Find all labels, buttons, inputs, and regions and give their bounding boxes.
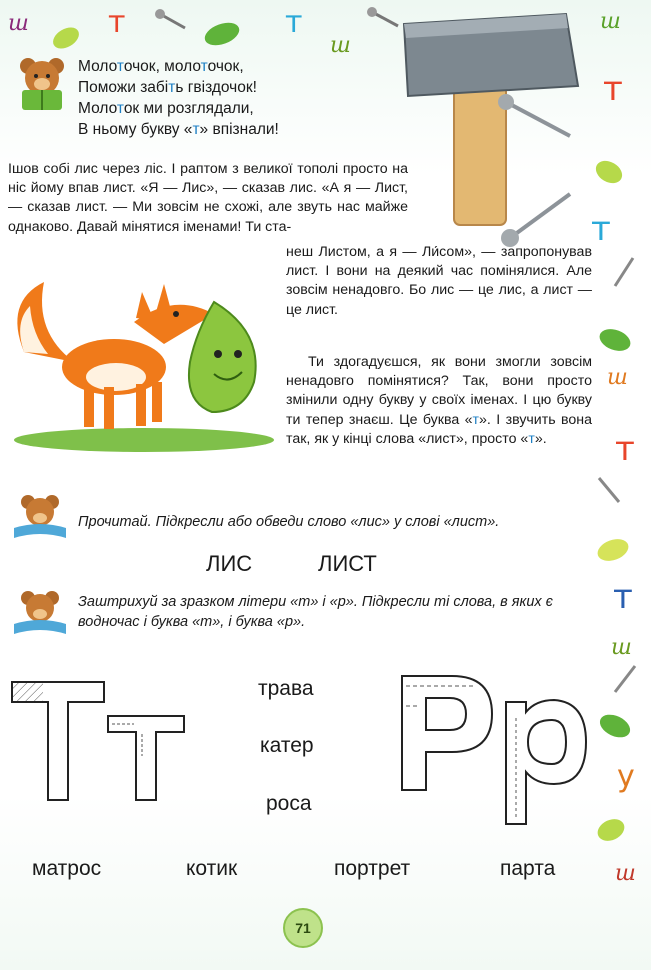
page-number: 71 <box>283 908 323 948</box>
nails-group <box>490 90 590 250</box>
bear-book-icon <box>12 492 70 540</box>
svg-text:ш: ш <box>615 861 636 886</box>
fox-and-leaf-illustration <box>4 262 282 452</box>
story-paragraph-2: неш Листом, а я — Ли́сом», — запропонував лист. І вони на деякий час помінялися. Але зовсім ненадовго. Бо лис — це лис, а лист — це лист. <box>286 244 592 318</box>
word-item: трава <box>258 677 314 700</box>
word-item: парта <box>500 857 556 880</box>
poem-line-1: Молоточок, молоточок, <box>78 58 244 75</box>
poem <box>78 56 408 140</box>
story-paragraph-3: Ти здогадуєшся, як вони змогли зовсім ненадовго помінятися? Так, вони просто змінили одну букву у своїх іменах. І цю букву ти тепер знаєш. Це буква «т». І звучить вона так, як у кінці слова «лист», просто «т». <box>286 354 593 447</box>
word-lys: ЛИС <box>206 551 253 576</box>
svg-text:т: т <box>591 209 611 249</box>
decor-letter-t: т <box>108 5 126 40</box>
word-item: портрет <box>334 857 411 880</box>
outline-letter-t-lower <box>108 716 184 800</box>
story-paragraph-1: Ішов собі лис через ліс. І раптом з великої тополі просто на ніс йому впав лист. «Я — Лис», — сказав лис. «А я — Лист, — сказав лист. — Ми зовсім не схожі, але звуть нас майже однаково. Давай мінятися іменами! Ти ста- <box>8 161 408 235</box>
task-1-instruction: Прочитай. Підкресли або обведи слово «лис» у слові «лист». <box>78 514 500 530</box>
nail-icon <box>510 194 570 238</box>
poem-line-2: Поможи забіть гвіздочок! <box>78 79 257 96</box>
svg-text:ш: ш <box>611 635 632 660</box>
letter-T-outlines <box>8 676 198 806</box>
leaf-icon <box>49 23 82 53</box>
word-item: матрос <box>32 857 102 880</box>
nail-head <box>498 94 514 110</box>
nail-head <box>155 9 165 19</box>
svg-text:т: т <box>603 69 623 109</box>
leaf-icon <box>202 18 243 49</box>
decor-letter-sh: ш <box>8 11 29 36</box>
word-item: катер <box>260 734 314 757</box>
nail-icon <box>506 102 570 136</box>
decor-letter-sh: ш <box>600 9 621 34</box>
outline-letter-r-lower <box>506 700 586 824</box>
decor-letter-t: т <box>285 5 303 40</box>
svg-text:у: у <box>617 759 635 794</box>
svg-text:ш: ш <box>607 365 628 390</box>
svg-text:т: т <box>613 577 633 617</box>
word-item: котик <box>186 857 238 880</box>
decor-letter-sh: ш <box>330 33 351 58</box>
letter-P-outlines <box>396 672 596 828</box>
outline-letter-P-upper <box>402 676 492 790</box>
word-item: роса <box>266 792 312 815</box>
poem-line-4: В ньому букву «т» впізнали! <box>78 121 279 138</box>
bear-book-icon <box>12 588 70 636</box>
svg-text:т: т <box>615 429 635 469</box>
nail-head <box>367 7 377 17</box>
bear-reading-icon <box>12 54 72 112</box>
poem-line-3: Молоток ми розглядали, <box>78 100 254 117</box>
word-lyst: ЛИСТ <box>318 551 377 576</box>
task-2-instruction: Заштрихуй за зразком літери «т» і «р». Підкресли ті слова, в яких є водночас і буква «т», і буква «р». <box>78 594 553 630</box>
